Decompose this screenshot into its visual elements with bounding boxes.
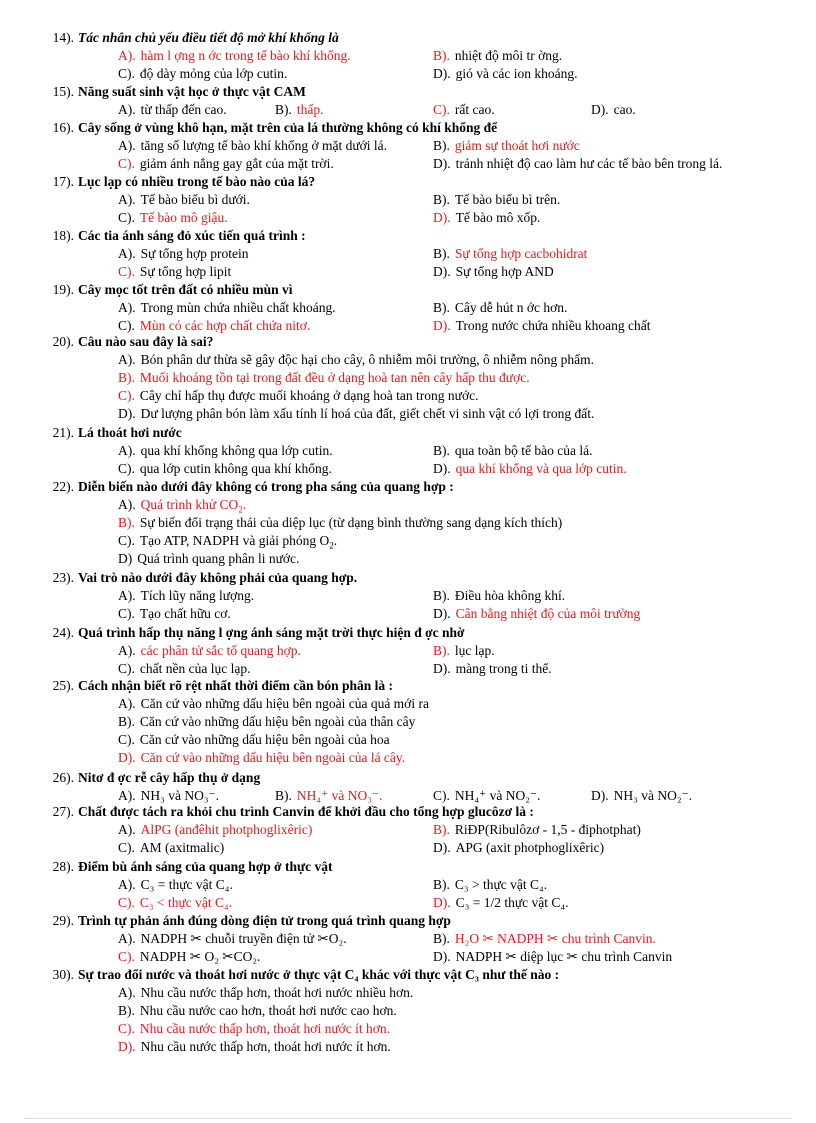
option-b[interactable]: B). RiĐP(Ribulôzơ - 1,5 - điphotphat)	[433, 822, 641, 837]
question-number: 23).	[52, 570, 74, 585]
question-text: Nitơ đ ợc rễ cây hấp thụ ở dạng	[78, 770, 261, 785]
option-d[interactable]: D). C₃ = 1/2 thực vật C₄.	[433, 895, 569, 910]
option-a[interactable]: A). hàm l ợng n ớc trong tế bào khí khổng.	[118, 48, 351, 63]
option-d[interactable]: D). Căn cứ vào những dấu hiệu bên ngoài của lá cây.	[118, 750, 406, 765]
question-text: Vai trò nào dưới đây không phải của quang hợp.	[78, 570, 358, 585]
option-d[interactable]: D). màng trong ti thể.	[433, 661, 552, 676]
option-a[interactable]: A). Căn cứ vào những dấu hiệu bên ngoài của quả mới ra	[118, 696, 429, 711]
option-b[interactable]: B). Căn cứ vào những dấu hiệu bên ngoài của thân cây	[118, 714, 416, 729]
question-header	[40, 570, 357, 586]
question-header	[40, 174, 315, 190]
question-header	[40, 479, 454, 495]
option-c[interactable]: C). Cây chỉ hấp thụ được muối khoáng ở dạng hoà tan trong nước.	[118, 388, 479, 403]
question-number: 25).	[52, 678, 74, 693]
option-d[interactable]: D). tránh nhiệt độ cao làm hư các tế bào bên trong lá.	[433, 156, 723, 171]
option-c[interactable]: C). Căn cứ vào những dấu hiệu bên ngoài của hoa	[118, 732, 390, 747]
question-text: Câu nào sau đây là sai?	[78, 334, 214, 349]
option-a[interactable]: A). Sự tổng hợp protein	[118, 246, 249, 261]
question-text: Cách nhận biết rõ rệt nhất thời điểm cần bón phân là :	[78, 678, 394, 693]
question-text: Cây mọc tốt trên đất có nhiều mùn vì	[78, 282, 293, 297]
option-c[interactable]: C). Mùn có các hợp chất chứa nitơ.	[118, 318, 311, 333]
option-c[interactable]: C). NH₄⁺ và NO₂⁻.	[433, 788, 541, 803]
question-text: Sự trao đổi nước và thoát hơi nước ở thực vật C₄ khác với thực vật C₃ như thế nào :	[78, 967, 560, 982]
question-header	[40, 913, 451, 929]
question-number: 28).	[52, 859, 74, 874]
option-a[interactable]: A). Quá trình khử $CO_2$.	[118, 497, 247, 515]
option-d[interactable]: D) Quá trình quang phân li nước.	[118, 551, 300, 566]
question-number: 26).	[52, 770, 74, 785]
option-b[interactable]: B). Sự tổng hợp cacbohidrat	[433, 246, 588, 261]
option-c[interactable]: C). AM (axitmalic)	[118, 840, 225, 855]
option-c[interactable]: C). Tạo chất hữu cơ.	[118, 606, 231, 621]
question-header	[40, 84, 306, 100]
option-b[interactable]: B). Điều hòa không khí.	[433, 588, 566, 603]
question-header	[40, 804, 534, 820]
option-b[interactable]: B). giảm sự thoát hơi nước	[433, 138, 580, 153]
question-number: 19).	[52, 282, 74, 297]
option-d[interactable]: D). NADPH ✂ diệp lục ✂ chu trình Canvin	[433, 949, 673, 964]
option-c[interactable]: C). Sự tổng hợp lipit	[118, 264, 232, 279]
question-header	[40, 425, 182, 441]
question-text: Trình tự phản ánh đúng dòng điện tử trong quá trình quang hợp	[78, 913, 451, 928]
question-number: 20).	[52, 334, 74, 349]
option-d[interactable]: D). cao.	[591, 102, 636, 117]
option-d[interactable]: D). qua khí khổng và qua lớp cutin.	[433, 461, 627, 476]
option-a[interactable]: A). Trong mùn chứa nhiều chất khoáng.	[118, 300, 336, 315]
option-a[interactable]: A). AlPG (anđêhit photphoglixêric)	[118, 822, 313, 837]
option-b[interactable]: B). Tế bào biểu bì trên.	[433, 192, 561, 207]
question-header	[40, 678, 393, 694]
option-d[interactable]: D). Trong nước chứa nhiều khoang chất	[433, 318, 651, 333]
option-a[interactable]: A). Nhu cầu nước thấp hơn, thoát hơi nước nhiều hơn.	[118, 985, 414, 1000]
question-text: Điểm bù ánh sáng của quang hợp ở thực vật	[78, 859, 333, 874]
question-number: 24).	[52, 625, 74, 640]
question-number: 18).	[52, 228, 74, 243]
option-d[interactable]: D). APG (axit photphoglixêric)	[433, 840, 605, 855]
question-text: Cây sống ở vùng khô hạn, mặt trên của lá thường không có khí khổng để	[78, 120, 498, 135]
option-c[interactable]: C). qua lớp cutin không qua khí khổng.	[118, 461, 332, 476]
option-a[interactable]: A). các phân tử sắc tố quang hợp.	[118, 643, 301, 658]
option-b[interactable]: B). Cây dễ hút n ớc hơn.	[433, 300, 568, 315]
option-d[interactable]: D). Tế bào mô xốp.	[433, 210, 541, 225]
option-c[interactable]: C). NADPH ✂ O₂ ✂CO₂.	[118, 949, 261, 964]
question-number: 27).	[52, 804, 74, 819]
option-d[interactable]: D). NH₃ và NO₂⁻.	[591, 788, 693, 803]
question-header	[40, 30, 339, 46]
option-c[interactable]: C). chất nền của lục lạp.	[118, 661, 251, 676]
question-number: 16).	[52, 120, 74, 135]
option-b[interactable]: B). lục lạp.	[433, 643, 495, 658]
question-number: 15).	[52, 84, 74, 99]
option-c[interactable]: C). độ dày mỏng của lớp cutin.	[118, 66, 288, 81]
option-c[interactable]: C). Tế bào mô giậu.	[118, 210, 228, 225]
question-text: Quá trình hấp thụ năng l ợng ánh sáng mặt trời thực hiện đ ợc nhờ	[78, 625, 465, 640]
question-header	[40, 120, 497, 136]
question-text: Tác nhân chủ yếu điều tiết độ mở khí khổng là	[78, 30, 339, 45]
option-c[interactable]: C). Nhu cầu nước thấp hơn, thoát hơi nước ít hơn.	[118, 1021, 391, 1036]
option-a[interactable]: A). C₃ = thực vật C₄.	[118, 877, 233, 892]
option-a[interactable]: A). qua khí khổng không qua lớp cutin.	[118, 443, 333, 458]
option-b[interactable]: B). Nhu cầu nước cao hơn, thoát hơi nước cao hơn.	[118, 1003, 397, 1018]
option-a[interactable]: A). Tế bào biểu bì dưới.	[118, 192, 250, 207]
question-number: 14).	[52, 30, 74, 45]
option-c[interactable]: C). Tạo ATP, NADPH và giải phóng $O_2$.	[118, 533, 338, 551]
question-text: Các tia ánh sáng đỏ xúc tiến quá trình :	[78, 228, 306, 243]
question-header	[40, 282, 293, 298]
question-number: 21).	[52, 425, 74, 440]
option-a[interactable]: A). Bón phân dư thừa sẽ gây độc hại cho cây, ô nhiễm môi trường, ô nhiễm nông phẩm.	[118, 352, 595, 367]
option-c[interactable]: C). rất cao.	[433, 102, 495, 117]
question-number: 17).	[52, 174, 74, 189]
option-b[interactable]: B). C₃ > thực vật C₄.	[433, 877, 548, 892]
question-number: 30).	[52, 967, 74, 982]
question-text: Lá thoát hơi nước	[78, 425, 182, 440]
question-number: 29).	[52, 913, 74, 928]
option-c[interactable]: C). giảm ánh nắng gay gắt của mặt trời.	[118, 156, 334, 171]
question-text: Năng suất sinh vật học ở thực vật CAM	[78, 84, 306, 99]
question-header	[40, 859, 333, 875]
option-b[interactable]: B). Muối khoáng tồn tại trong đất đều ở dạng hoà tan nên cây hấp thu được.	[118, 370, 530, 385]
question-number: 22).	[52, 479, 74, 494]
question-text: Diễn biến nào dưới đây không có trong pha sáng của quang hợp :	[78, 479, 454, 494]
option-a[interactable]: A). từ thấp đến cao.	[118, 102, 227, 117]
page-bottom-divider	[24, 1118, 792, 1119]
option-d[interactable]: D). Dư lượng phân bón làm xấu tính lí hoá của đất, giết chết vi sinh vật có lợi trong đất.	[118, 406, 595, 421]
question-text: Lục lạp có nhiều trong tế bào nào của lá?	[78, 174, 316, 189]
option-c[interactable]: C). C₃ < thực vật C₄.	[118, 895, 233, 910]
question-header	[40, 228, 306, 244]
option-a[interactable]: A). NH₃ và NO₃⁻.	[118, 788, 220, 803]
option-a[interactable]: A). tăng số lượng tế bào khí khổng ở mặt dưới lá.	[118, 138, 388, 153]
option-b[interactable]: B). H₂O ✂ NADPH ✂ chu trình Canvin.	[433, 931, 656, 946]
option-d[interactable]: D). Sự tổng hợp AND	[433, 264, 554, 279]
question-header	[40, 625, 464, 641]
option-d[interactable]: D). gió và các ion khoáng.	[433, 66, 578, 81]
option-b[interactable]: B). nhiệt độ môi tr ờng.	[433, 48, 563, 63]
option-b[interactable]: B). qua toàn bộ tế bào của lá.	[433, 443, 593, 458]
question-text: Chất được tách ra khỏi chu trình Canvin để khởi đầu cho tổng hợp glucôzơ là :	[78, 804, 534, 819]
option-a[interactable]: A). Tích lũy năng lượng.	[118, 588, 255, 603]
option-a[interactable]: A). NADPH ✂ chuỗi truyền điện tử ✂O₂.	[118, 931, 347, 946]
question-header	[40, 334, 213, 350]
question-header	[40, 967, 559, 983]
option-d[interactable]: D). Nhu cầu nước thấp hơn, thoát hơi nước ít hơn.	[118, 1039, 391, 1054]
question-header	[40, 770, 260, 786]
option-b[interactable]: B). Sự biến đổi trạng thái của diệp lục (từ dạng bình thường sang dạng kích thích)	[118, 515, 563, 530]
option-d[interactable]: D). Cân bằng nhiệt độ của môi trường	[433, 606, 641, 621]
option-b[interactable]: B). thấp.	[275, 102, 324, 117]
option-b[interactable]: B). NH₄⁺ và NO₃⁻.	[275, 788, 383, 803]
